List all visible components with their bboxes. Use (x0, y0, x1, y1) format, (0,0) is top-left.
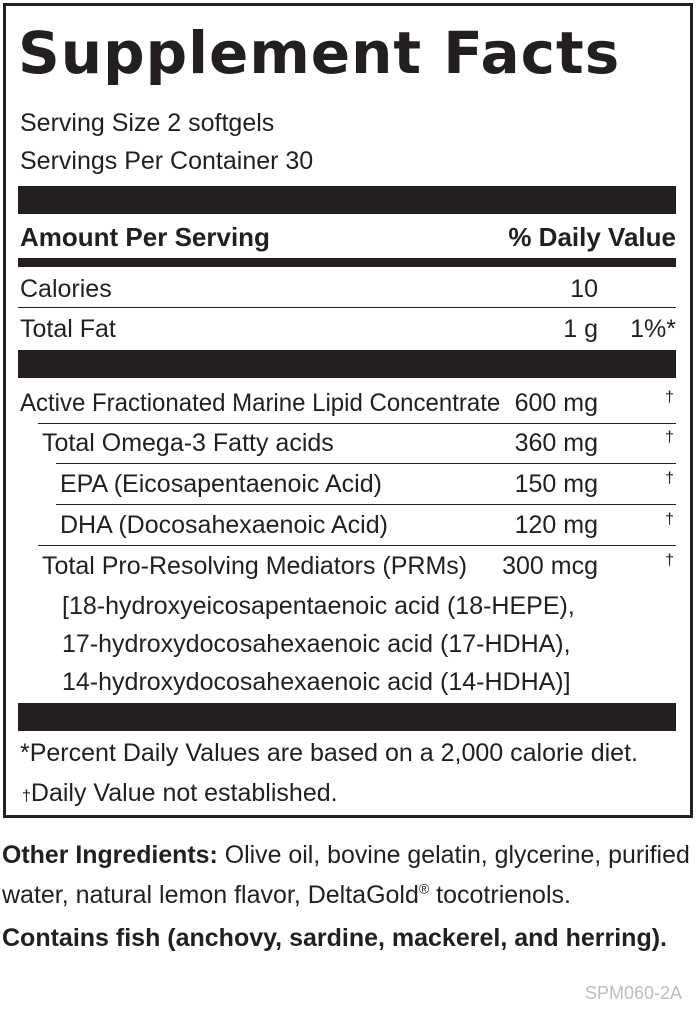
row-amount: 360 mg (514, 429, 598, 457)
row-dagger: † (665, 552, 674, 569)
allergen-statement: Contains fish (anchovy, sardine, mackerel, and herring). (2, 924, 667, 952)
medium-divider (18, 258, 676, 267)
thick-divider (18, 350, 676, 378)
other-ingredients-label: Other Ingredients: (2, 841, 218, 869)
row-name: Total Fat (20, 315, 116, 343)
row-amount: 600 mg (514, 389, 598, 417)
row-amount: 150 mg (514, 470, 598, 498)
prm-component-line: [18-hydroxyeicosapentaenoic acid (18-HEPE), (62, 592, 575, 620)
registered-mark: ® (418, 880, 430, 897)
dagger-symbol: † (22, 788, 31, 805)
row-name: DHA (Docosahexaenoic Acid) (60, 511, 388, 539)
daily-value-header: % Daily Value (508, 222, 676, 252)
row-name: EPA (Eicosapentaenoic Acid) (60, 470, 382, 498)
row-amount: 1 g (563, 315, 598, 343)
thick-divider (18, 703, 676, 731)
row-amount: 10 (570, 275, 598, 303)
row-dagger: † (665, 429, 674, 446)
footnote-dv-not-established: †Daily Value not established. (22, 779, 338, 807)
footnote-percent-dv: *Percent Daily Values are based on a 2,000 calorie diet. (20, 739, 638, 767)
servings-per-container: Servings Per Container 30 (20, 147, 314, 175)
amount-per-serving-header: Amount Per Serving (20, 222, 270, 252)
panel-title: Supplement Facts (18, 19, 621, 87)
prm-component-line: 14-hydroxydocosahexaenoic acid (14-HDHA)] (62, 668, 571, 696)
row-divider (56, 504, 676, 505)
row-amount: 300 mcg (502, 552, 598, 580)
row-dagger: † (665, 470, 674, 487)
row-divider (18, 307, 676, 308)
serving-size: Serving Size 2 softgels (20, 109, 275, 137)
row-name: Total Omega-3 Fatty acids (42, 429, 334, 457)
row-dagger: † (665, 511, 674, 528)
thick-divider (18, 186, 676, 214)
row-dagger: † (665, 389, 674, 406)
prm-component-line: 17-hydroxydocosahexaenoic acid (17-HDHA), (62, 630, 571, 658)
row-daily-value: 1%* (630, 315, 676, 343)
row-divider (38, 545, 676, 546)
other-ingredients-line2: water, natural lemon flavor, DeltaGold® tocotrienols. (2, 880, 571, 909)
row-divider (38, 423, 676, 424)
row-name: Calories (20, 275, 112, 303)
row-amount: 120 mg (514, 511, 598, 539)
row-name: Active Fractionated Marine Lipid Concentrate (20, 389, 501, 417)
other-ingredients-line1: Other Ingredients: Olive oil, bovine gelatin, glycerine, purified (2, 841, 690, 869)
product-code: SPM060-2A (584, 983, 682, 1003)
row-name: Total Pro-Resolving Mediators (PRMs) (42, 552, 468, 580)
row-divider (56, 463, 676, 464)
